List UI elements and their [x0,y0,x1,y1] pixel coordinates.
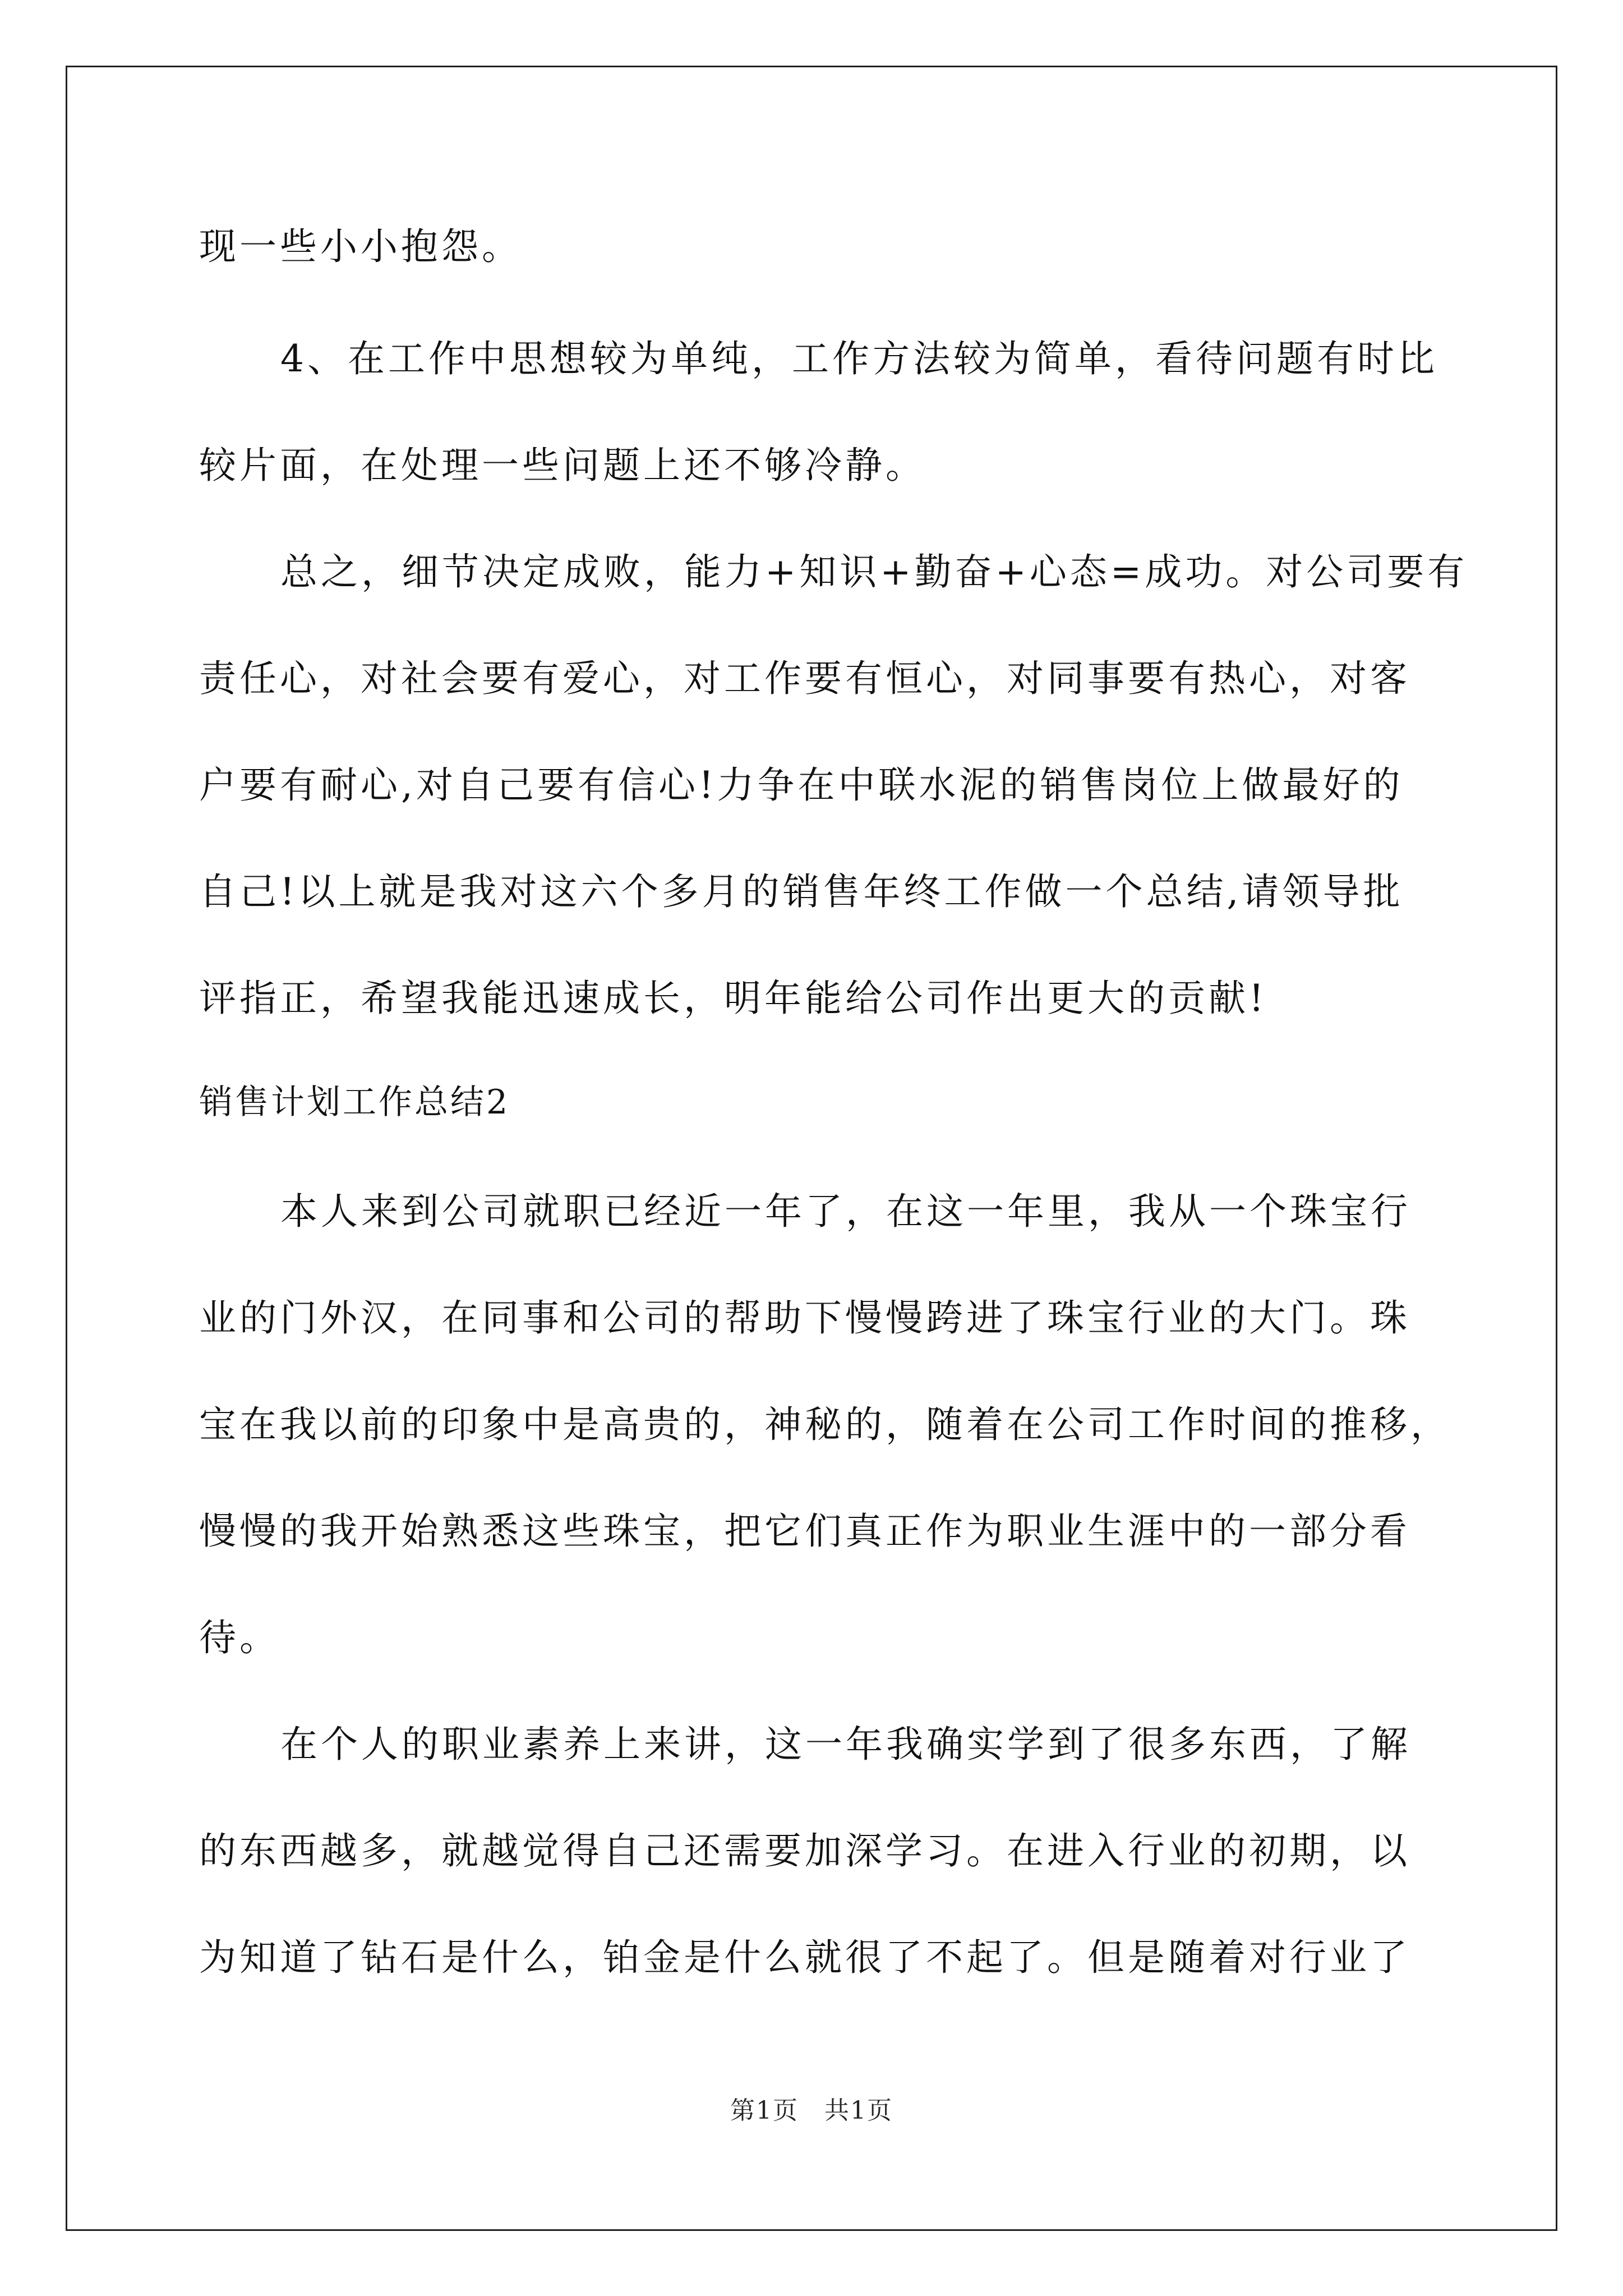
paragraph-line: 评指正，希望我能迅速成长，明年能给公司作出更大的贡献! [199,977,1267,1020]
paragraph-line: 本人来到公司就职已经近一年了，在这一年里，我从一个珠宝行 [280,1190,1411,1233]
paragraph-line: 慢慢的我开始熟悉这些珠宝，把它们真正作为职业生涯中的一部分看 [199,1510,1410,1553]
paragraph-line: 户要有耐心,对自己要有信心!力争在中联水泥的销售岗位上做最好的 [199,763,1404,807]
paragraph-line: 为知道了钻石是什么，铂金是什么就很了不起了。但是随着对行业了 [199,1936,1410,1979]
paragraph-line: 总之，细节决定成败，能力+知识+勤奋+心态=成功。对公司要有 [280,550,1468,593]
paragraph-line: 4、在工作中思想较为单纯，工作方法较为简单，看待问题有时比 [280,337,1438,380]
section-heading: 销售计划工作总结2 [199,1083,510,1122]
paragraph-line: 自己!以上就是我对这六个多月的销售年终工作做一个总结,请领导批 [199,870,1404,913]
paragraph-line: 宝在我以前的印象中是高贵的，神秘的，随着在公司工作时间的推移， [199,1403,1451,1446]
paragraph-line: 现一些小小抱怨。 [199,225,522,268]
paragraph-line: 的东西越多，就越觉得自己还需要加深学习。在进入行业的初期，以 [199,1829,1410,1872]
paragraph-line: 待。 [199,1616,280,1659]
paragraph-line: 责任心，对社会要有爱心，对工作要有恒心，对同事要有热心，对客 [199,657,1410,700]
paragraph-line: 在个人的职业素养上来讲，这一年我确实学到了很多东西，了解 [280,1723,1411,1766]
page-border [66,66,1557,2231]
paragraph-line: 较片面，在处理一些问题上还不够冷静。 [199,444,926,487]
page-footer: 第1页 共1页 [730,2096,893,2125]
paragraph-line: 业的门外汉，在同事和公司的帮助下慢慢跨进了珠宝行业的大门。珠 [199,1296,1410,1340]
